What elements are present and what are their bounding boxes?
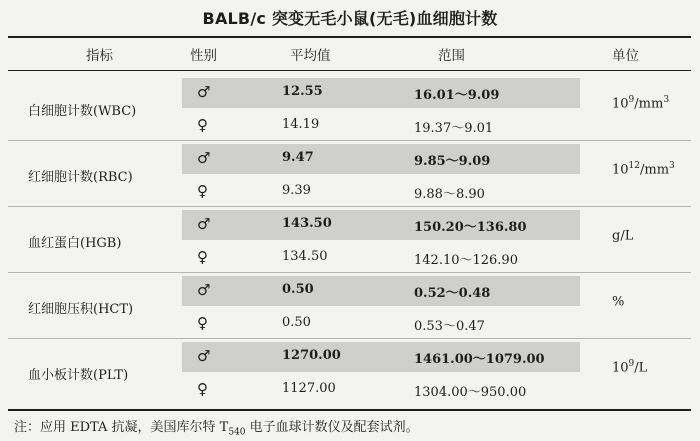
indicator-label: 红细胞计数(RBC) <box>28 170 133 185</box>
male-symbol: ♂ <box>197 215 211 233</box>
note-subscript: 540 <box>228 427 246 438</box>
male-mean: 9.47 <box>282 150 314 165</box>
male-range: 150.20～136.80 <box>414 220 527 235</box>
unit-tail: /mm <box>640 162 670 178</box>
unit-base: % <box>612 294 625 310</box>
female-mean: 14.19 <box>282 117 320 132</box>
male-row-shade <box>182 78 580 108</box>
male-mean: 12.55 <box>282 84 323 99</box>
female-range: 1304.00～950.00 <box>414 385 527 400</box>
unit-label <box>612 95 669 111</box>
header-indicator: 指标 <box>86 48 113 64</box>
group-separator <box>8 206 691 207</box>
unit-tail: /mm <box>634 96 664 112</box>
header-sex: 性别 <box>190 48 217 64</box>
unit-exponent: 12 <box>628 161 640 171</box>
female-mean: 9.39 <box>282 183 311 198</box>
female-mean: 1127.00 <box>282 381 336 396</box>
male-mean: 1270.00 <box>282 348 341 363</box>
male-symbol: ♂ <box>197 347 211 365</box>
unit-label <box>612 359 647 375</box>
female-range: 9.88～8.90 <box>414 187 485 202</box>
note-text-post: 电子血球计数仪及配套试剂。 <box>245 420 419 435</box>
top-rule <box>8 36 691 38</box>
female-mean: 134.50 <box>282 249 328 264</box>
male-range: 0.52～0.48 <box>414 286 491 301</box>
female-symbol: ♀ <box>197 314 208 332</box>
group-separator <box>8 338 691 339</box>
male-range: 9.85～9.09 <box>414 154 491 169</box>
unit-base: 10 <box>612 162 629 178</box>
indicator-label: 血红蛋白(HGB) <box>28 236 122 251</box>
header-range: 范围 <box>438 48 465 64</box>
table-note <box>14 416 419 438</box>
female-range: 0.53～0.47 <box>414 319 485 334</box>
table-title: BALB/c 突变无毛小鼠(无毛)血细胞计数 <box>202 9 498 28</box>
female-mean: 0.50 <box>282 315 311 330</box>
female-symbol: ♀ <box>197 248 208 266</box>
unit-label <box>612 293 624 309</box>
header-mean: 平均值 <box>290 48 331 64</box>
header-unit: 单位 <box>612 48 639 64</box>
male-row-shade <box>182 276 580 306</box>
unit-exponent-2: 3 <box>669 161 675 171</box>
group-separator <box>8 140 691 141</box>
female-symbol: ♀ <box>197 116 208 134</box>
unit-base: g/L <box>612 228 634 244</box>
indicator-label: 血小板计数(PLT) <box>28 368 129 383</box>
male-symbol: ♂ <box>197 149 211 167</box>
male-symbol: ♂ <box>197 281 211 299</box>
male-range: 1461.00～1079.00 <box>414 352 545 367</box>
header-rule <box>8 70 691 71</box>
unit-base: 10 <box>612 96 629 112</box>
female-range: 142.10～126.90 <box>414 253 518 268</box>
female-range: 19.37～9.01 <box>414 121 494 136</box>
unit-exponent-2: 3 <box>663 95 670 105</box>
indicator-label: 红细胞压积(HCT) <box>28 302 134 317</box>
unit-base: 10 <box>612 360 629 376</box>
female-symbol: ♀ <box>197 380 208 398</box>
unit-tail: /L <box>634 360 648 376</box>
bottom-rule <box>8 409 691 411</box>
female-symbol: ♀ <box>197 182 208 200</box>
male-row-shade <box>182 144 580 174</box>
unit-label <box>612 161 675 177</box>
male-range: 16.01～9.09 <box>414 88 500 103</box>
unit-exponent: 9 <box>628 95 635 105</box>
unit-exponent: 9 <box>628 359 635 369</box>
indicator-label: 白细胞计数(WBC) <box>28 104 137 119</box>
group-separator <box>8 272 691 273</box>
male-symbol: ♂ <box>197 83 211 101</box>
note-text-pre: 注：应用 EDTA 抗凝，美国库尔特 T <box>14 420 229 435</box>
male-mean: 0.50 <box>282 282 314 297</box>
male-mean: 143.50 <box>282 216 332 231</box>
unit-label <box>612 227 633 243</box>
